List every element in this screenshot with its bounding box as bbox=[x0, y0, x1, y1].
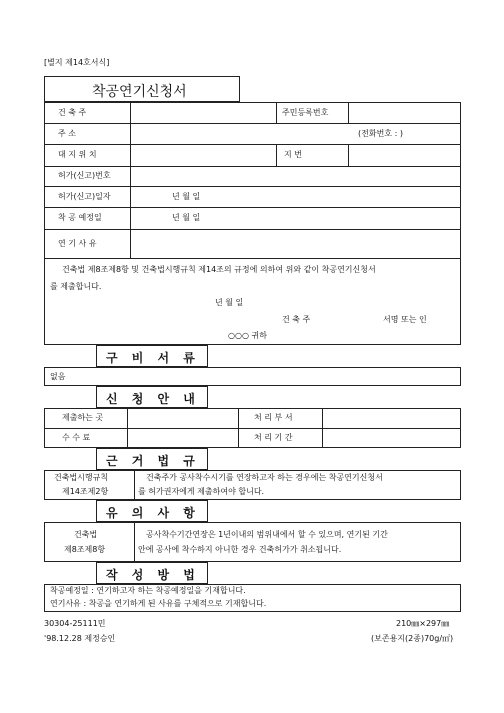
statement-line1: 건축법 제8조제8항 및 건축법시행규칙 제14조의 규정에 의하여 위와 같이 착공연기신청서 bbox=[62, 265, 376, 274]
label-start-date: 착 공 예정일 bbox=[58, 213, 102, 222]
guide-fee: 수 수 료 bbox=[62, 433, 91, 442]
notes-heading: 유 의 사 항 bbox=[106, 506, 200, 520]
footer-paper: (보존용지(2종)70g/㎡) bbox=[371, 634, 454, 643]
label-site: 대 지 위 치 bbox=[58, 150, 97, 159]
notes-table bbox=[44, 522, 461, 562]
basis-law-line1: 건축법시행규칙 bbox=[54, 473, 109, 482]
signature-label: 서명 또는 인 bbox=[383, 315, 427, 324]
docs-heading: 구 비 서 류 bbox=[106, 351, 200, 365]
label-resident-no: 주민등록번호 bbox=[282, 108, 329, 117]
docs-content: 없음 bbox=[50, 372, 66, 381]
footer-code: 30304-25111민 bbox=[44, 619, 106, 628]
method-line2: 연기사유 : 착공을 연기하게 된 사유를 구체적으로 기재합니다. bbox=[50, 599, 267, 608]
guide-heading: 신 청 안 내 bbox=[106, 392, 200, 406]
label-builder: 건 축 주 bbox=[58, 108, 87, 117]
guide-dept: 처 리 부 서 bbox=[254, 413, 293, 422]
notes-text-line2: 안에 공사에 착수하지 아니한 경우 건축허가가 취소됩니다. bbox=[138, 545, 342, 554]
basis-law-line2: 제14조제2항 bbox=[62, 487, 109, 496]
basis-text-line2: 를 허가권자에게 제출하여야 합니다. bbox=[138, 487, 265, 496]
footer-size: 210㎜×297㎜ bbox=[396, 619, 450, 628]
statement-date: 년 월 일 bbox=[215, 298, 244, 307]
addressee: ○○○ 귀하 bbox=[228, 331, 267, 340]
notes-text-line1: 공사착수기간연장은 1년이내의 범위내에서 할 수 있으며, 연기된 기간 bbox=[146, 530, 388, 539]
label-address: 주 소 bbox=[58, 129, 76, 138]
docs-box bbox=[44, 367, 461, 386]
page-title: 착공연기신청서 bbox=[92, 84, 187, 100]
method-line1: 착공예정일 : 연기하고자 하는 착공예정일을 기재합니다. bbox=[50, 586, 246, 595]
guide-submit-to: 제출하는 곳 bbox=[62, 413, 104, 422]
basis-heading: 근 거 법 규 bbox=[106, 454, 200, 468]
basis-text-line1: 건축주가 공사착수시기를 연장하고자 하는 경우에는 착공연기신청서 bbox=[146, 473, 383, 482]
guide-period: 처 리 기 간 bbox=[254, 433, 293, 442]
form-number: [별지 제14호서식] bbox=[44, 58, 110, 67]
applicant-label: 건 축 주 bbox=[282, 315, 311, 324]
label-permit-date: 허가(신고)일자 bbox=[58, 192, 111, 201]
footer-approved: '98.12.28 제정승인 bbox=[44, 634, 116, 643]
start-date-value: 년 월 일 bbox=[172, 213, 201, 222]
label-reason: 연 기 사 유 bbox=[58, 239, 97, 248]
permit-date-value: 년 월 일 bbox=[172, 192, 201, 201]
label-permit-no: 허가(신고)번호 bbox=[58, 171, 111, 180]
label-phone: (전화번호 : ) bbox=[358, 129, 403, 138]
label-lot: 지 번 bbox=[284, 150, 302, 159]
notes-law-line1: 건축법 bbox=[74, 530, 98, 539]
method-heading: 작 성 방 법 bbox=[106, 568, 200, 582]
statement-line2: 를 제출합니다. bbox=[50, 282, 102, 291]
notes-law-line2: 제8조제8항 bbox=[64, 545, 106, 554]
